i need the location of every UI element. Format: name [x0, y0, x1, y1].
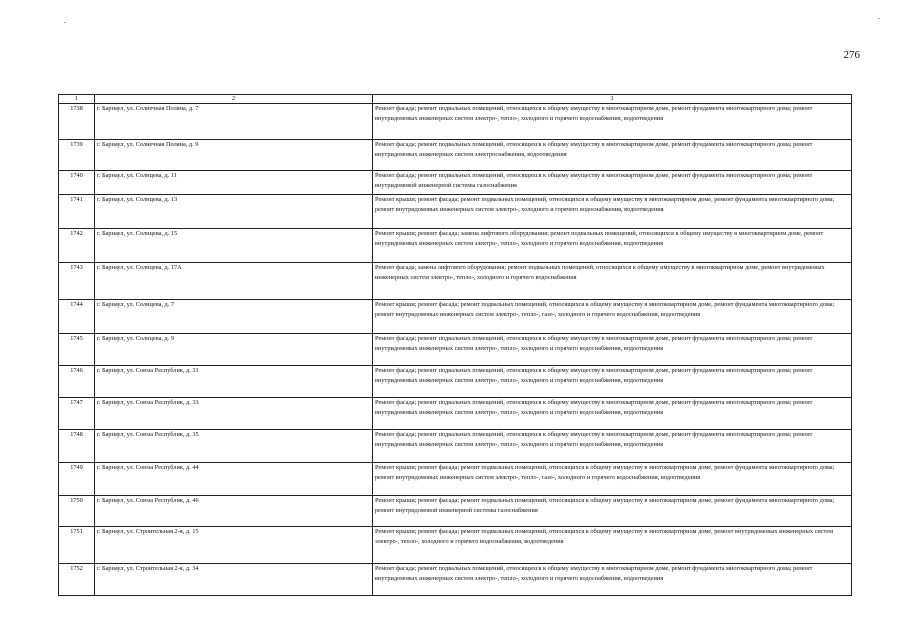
works-cell: Ремонт крыши; ремонт фасада; ремонт подвальных помещений, относящихся к общему имуществу в многоквартирном доме, ремонт внутридомовых инженерных систем электро-, тепло-, холодного и горячего водоснабжения, водоотведения [373, 527, 852, 564]
address-cell: г. Барнаул, ул. Солнцева, д. 17А [95, 263, 373, 300]
works-cell: Ремонт фасада; ремонт подвальных помещений, относящихся к общему имуществу в многоквартирном доме, ремонт фундамента многоквартирного дома; ремонт внутридомовых инженерных систем электро-, тепло-, холодного и горячего водоснабжения, водоотведения [373, 104, 852, 140]
repair-registry-table [58, 94, 852, 596]
row-number: 1739 [59, 140, 95, 171]
column-header-address: 2 [95, 95, 373, 104]
table-row [59, 334, 852, 366]
address-cell: г. Барнаул, ул. Солнцева, д. 9 [95, 334, 373, 366]
row-number: 1740 [59, 171, 95, 195]
row-number: 1752 [59, 564, 95, 596]
column-header-works: 3 [373, 95, 852, 104]
works-cell: Ремонт крыши; ремонт фасада; ремонт подвальных помещений, относящихся к общему имуществу в многоквартирном доме, ремонт фундамента многоквартирного дома; ремонт внутридомовых инженерных систем электро-, холодного и горячего водоснабжения, водоотведения [373, 195, 852, 229]
row-number: 1748 [59, 430, 95, 463]
row-number: 1745 [59, 334, 95, 366]
table-row [59, 527, 852, 564]
works-cell: Ремонт фасада; ремонт подвальных помещений, относящихся к общему имуществу в многоквартирном доме, ремонт фундамента многоквартирного дома; ремонт внутридомовых инженерных систем электро-, тепло-, холодного и горячего водоснабжения, водоотведения [373, 430, 852, 463]
address-cell: г. Барнаул, ул. Союза Республик, д. 46 [95, 496, 373, 527]
works-cell: Ремонт крыши; ремонт фасада; ремонт подвальных помещений, относящихся к общему имуществу в многоквартирном доме, ремонт фундамента многоквартирного дома; ремонт внутридомовых инженерных систем электро-, тепло-, газо-, холодного и горячего водоснабжения, водоотведения [373, 300, 852, 334]
row-number: 1744 [59, 300, 95, 334]
row-number: 1750 [59, 496, 95, 527]
works-cell: Ремонт фасада; ремонт подвальных помещений, относящихся к общему имуществу в многоквартирном доме, ремонт фундамента многоквартирного дома; ремонт внутридомовой инженерной системы газоснабжения [373, 171, 852, 195]
works-cell: Ремонт фасада; ремонт подвальных помещений, относящихся к общему имуществу в многоквартирном доме, ремонт фундамента многоквартирного дома; ремонт внутридомовых инженерных систем электро-, тепло-, холодного и горячего водоснабжения, водоотведения [373, 334, 852, 366]
row-number: 1741 [59, 195, 95, 229]
address-cell: г. Барнаул, ул. Союза Республик, д. 31 [95, 366, 373, 398]
address-cell: г. Барнаул, ул. Союза Республик, д. 33 [95, 398, 373, 430]
works-cell: Ремонт фасада; ремонт подвальных помещений, относящихся к общему имуществу в многоквартирном доме, ремонт фундамента многоквартирного дома; ремонт внутридомовых инженерных систем электро-, тепло-, холодного и горячего водоснабжения, водоотведения [373, 398, 852, 430]
table-row [59, 430, 852, 463]
row-number: 1749 [59, 463, 95, 496]
works-cell: Ремонт фасада; ремонт подвальных помещений, относящихся к общему имуществу в многоквартирном доме, ремонт фундамента многоквартирного дома; ремонт внутридомовых инженерных систем электро-, тепло-, холодного и горячего водоснабжения, водоотведения [373, 564, 852, 596]
row-number: 1746 [59, 366, 95, 398]
address-cell: г. Барнаул, ул. Строительная 2-я, д. 15 [95, 527, 373, 564]
works-cell: Ремонт крыши; ремонт фасада; ремонт подвальных помещений, относящихся к общему имуществу в многоквартирном доме, ремонт фундамента многоквартирного дома; ремонт внутридомовых инженерных систем электро-, тепло-, газо-, холодного и горячего водоснабжения, водоотведения [373, 463, 852, 496]
row-number: 1747 [59, 398, 95, 430]
address-cell: г. Барнаул, ул. Солнцева, д. 11 [95, 171, 373, 195]
address-cell: г. Барнаул, ул. Союза Республик, д. 44 [95, 463, 373, 496]
row-number: 1738 [59, 104, 95, 140]
table-row [59, 366, 852, 398]
table-header-row [59, 95, 852, 104]
address-cell: г. Барнаул, ул. Солнечная Поляна, д. 7 [95, 104, 373, 140]
works-cell: Ремонт фасада; ремонт подвальных помещений, относящихся к общему имуществу в многоквартирном доме, ремонт фундамента многоквартирного дома; ремонт внутридомовых инженерных систем электро-, тепло-, холодного и горячего водоснабжения, водоотведения [373, 366, 852, 398]
address-cell: г. Барнаул, ул. Солнечная Поляна, д. 9 [95, 140, 373, 171]
table-row [59, 229, 852, 263]
address-cell: г. Барнаул, ул. Солнцева, д. 7 [95, 300, 373, 334]
scan-speck [878, 18, 880, 19]
address-cell: г. Барнаул, ул. Союза Республик, д. 35 [95, 430, 373, 463]
page-number: 276 [843, 49, 860, 61]
column-header-number: 1 [59, 95, 95, 104]
table-row [59, 104, 852, 140]
table-row [59, 564, 852, 596]
table-row [59, 496, 852, 527]
row-number: 1742 [59, 229, 95, 263]
address-cell: г. Барнаул, ул. Солнцева, д. 15 [95, 229, 373, 263]
scan-speck [64, 22, 66, 23]
address-cell: г. Барнаул, ул. Строительная 2-я, д. 34 [95, 564, 373, 596]
table-row [59, 300, 852, 334]
table-row [59, 398, 852, 430]
table-row [59, 195, 852, 229]
row-number: 1751 [59, 527, 95, 564]
row-number: 1743 [59, 263, 95, 300]
works-cell: Ремонт фасада; ремонт подвальных помещений, относящихся к общему имуществу в многоквартирном доме, ремонт фундамента многоквартирного дома; ремонт внутридомовых инженерных систем электроснабжения, водоотведения [373, 140, 852, 171]
table-row [59, 171, 852, 195]
works-cell: Ремонт крыши; ремонт фасада; ремонт подвальных помещений, относящихся к общему имуществу в многоквартирном доме, ремонт фундамента многоквартирного дома; ремонт внутридомовой инженерной системы газоснабжения [373, 496, 852, 527]
address-cell: г. Барнаул, ул. Солнцева, д. 13 [95, 195, 373, 229]
works-cell: Ремонт крыши; ремонт фасада; замена лифтового оборудования; ремонт подвальных помещений, относящихся к общему имуществу в многоквартирном доме, ремонт внутридомовых инженерных систем электро-, тепло-, холодного и горячего водоснабжения, водоотведения [373, 229, 852, 263]
table-row [59, 263, 852, 300]
table-row [59, 463, 852, 496]
table-row [59, 140, 852, 171]
works-cell: Ремонт фасада; замена лифтового оборудования; ремонт подвальных помещений, относящихся к общему имуществу в многоквартирном доме, ремонт внутридомовых инженерных систем электро-, тепло-, холодного и горячего водоснабжения [373, 263, 852, 300]
